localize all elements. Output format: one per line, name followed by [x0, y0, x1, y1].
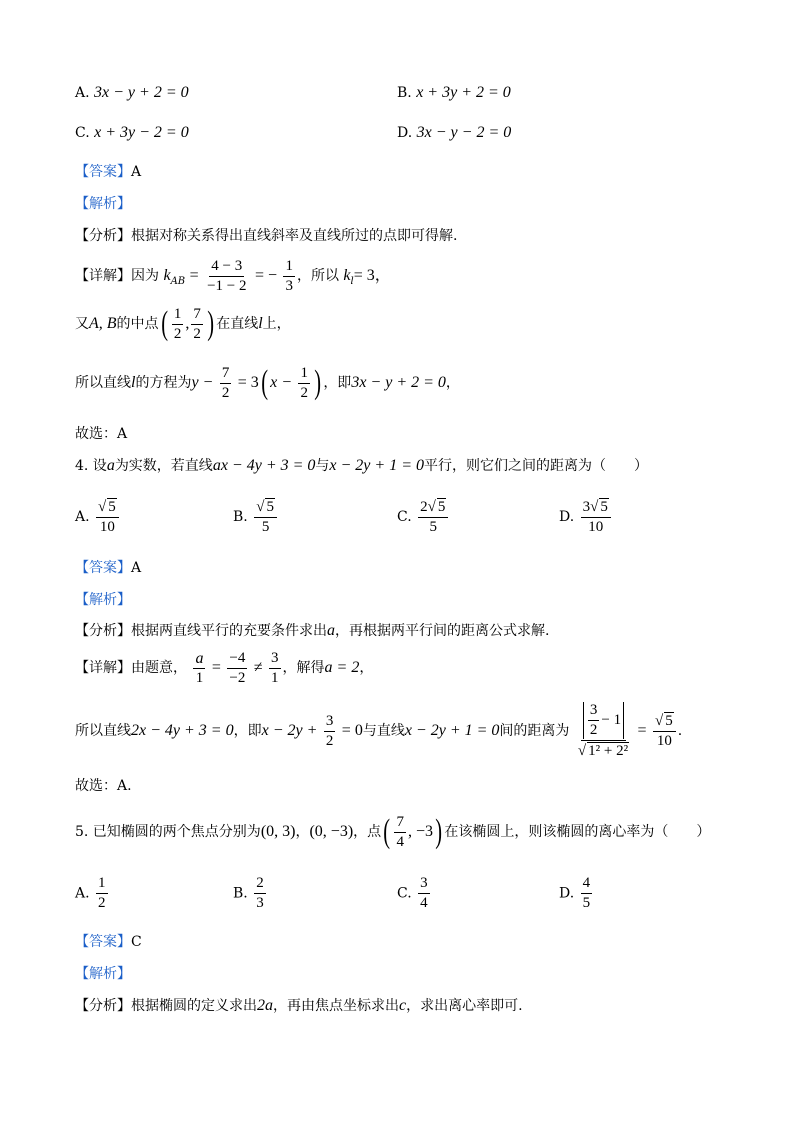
- fraction: [394, 814, 406, 851]
- numerator: 3: [588, 702, 600, 721]
- numerator: √ 5: [254, 498, 277, 518]
- fraction: [298, 365, 310, 402]
- fraction: [254, 498, 277, 536]
- expression: = 0: [341, 722, 363, 739]
- fraction: [96, 498, 119, 536]
- fraction: [220, 365, 232, 402]
- q3-option-a: [75, 84, 189, 102]
- q4-option-d: [559, 498, 613, 536]
- numerator: 1: [172, 306, 184, 325]
- fenxi-tag: 【分析】: [75, 623, 131, 639]
- expression: x −: [270, 374, 293, 391]
- coordinate: , −3: [407, 823, 434, 840]
- denominator: 4: [396, 833, 404, 850]
- expression-2a: 2a: [257, 997, 273, 1014]
- fraction: [418, 498, 448, 536]
- text: 与: [315, 458, 330, 474]
- expression: = 3: [237, 374, 259, 391]
- numerator: 4 − 3: [209, 258, 244, 277]
- denominator: −2: [229, 669, 246, 686]
- detail-tag: 【详解】: [75, 268, 131, 284]
- q5-option-d: [559, 875, 594, 912]
- right-paren: ): [207, 305, 214, 342]
- coefficient: 3: [582, 499, 591, 515]
- denominator: 2: [173, 325, 182, 342]
- fraction: [96, 875, 108, 912]
- q4-answer: [75, 558, 141, 578]
- q3-line2: [75, 302, 291, 346]
- denominator: 2: [589, 722, 598, 738]
- left-paren: (: [383, 813, 391, 850]
- q4-fenxi: [75, 621, 549, 641]
- text: − 1: [601, 711, 622, 728]
- denominator: −1 − 2: [207, 277, 247, 294]
- absolute-value: [583, 702, 624, 739]
- text: ，求出离心率即可.: [406, 998, 523, 1014]
- denominator: √ 1² + 2²: [577, 743, 629, 759]
- points-ab: A, B: [89, 315, 117, 332]
- text: 为实数，若直线: [114, 458, 213, 474]
- denominator: 2: [300, 384, 308, 401]
- text: 根据两直线平行的充要条件求出: [131, 623, 327, 639]
- fraction: [193, 650, 205, 687]
- option-letter: B.: [397, 85, 412, 101]
- q5-option-a: [75, 875, 110, 912]
- text: ，即: [233, 723, 262, 739]
- slope-symbol: k: [163, 267, 171, 284]
- text: .: [677, 723, 683, 739]
- right-paren: ): [314, 364, 322, 401]
- text: 根据椭圆的定义求出: [131, 998, 257, 1014]
- fraction: [581, 875, 593, 912]
- numerator: 7: [220, 365, 232, 384]
- option-letter: D.: [559, 509, 575, 525]
- numerator: 1: [298, 365, 310, 384]
- q3-choice: 故选：A: [75, 426, 128, 442]
- option-letter: B.: [233, 509, 248, 525]
- fraction: [254, 875, 266, 912]
- q4-option-b: [233, 498, 279, 536]
- fraction: [581, 498, 611, 536]
- fraction: [588, 702, 600, 739]
- detail-tag: 【详解】: [75, 660, 131, 676]
- q4-option-a: [75, 498, 121, 536]
- option-expression: x + 3y + 2 = 0: [416, 84, 511, 101]
- right-paren: ): [435, 813, 443, 850]
- text: 5. 已知椭圆的两个焦点分别为: [75, 824, 261, 840]
- denominator: 1: [271, 669, 279, 686]
- fraction: [324, 713, 336, 750]
- point: (0, 3): [260, 823, 296, 840]
- numerator: 3: [324, 713, 336, 732]
- equals: =: [189, 267, 199, 284]
- denominator: 2: [98, 895, 106, 911]
- text: 的中点: [116, 316, 159, 332]
- line-l: l: [131, 374, 136, 391]
- q5-answer: [75, 932, 142, 952]
- q5-option-c: [397, 875, 432, 912]
- q4-option-c: [397, 498, 450, 536]
- line-l: l: [258, 315, 263, 332]
- answer-tag: 【答案】: [75, 560, 131, 576]
- fenxi-tag: 【分析】: [75, 228, 131, 244]
- text: ，再根据两平行间的距离公式求解.: [335, 623, 550, 639]
- fraction: [191, 306, 203, 343]
- text: 所以直线: [75, 375, 131, 391]
- q4-detail: [75, 646, 373, 690]
- q5-option-b: [233, 875, 268, 912]
- line-equation: ax − 4y + 3 = 0: [212, 457, 316, 474]
- fraction: [283, 258, 295, 295]
- result: a = 2: [324, 659, 360, 676]
- q5-fenxi: [75, 996, 523, 1016]
- left-paren: (: [160, 305, 168, 342]
- slope-l-symbol: k: [343, 267, 351, 284]
- text: 在该椭圆上，则该椭圆的离心率为（ ）: [444, 824, 711, 840]
- numerator: [581, 702, 626, 741]
- option-expression: 3x − y + 2 = 0: [94, 84, 189, 101]
- fenxi-tag: 【分析】: [75, 998, 131, 1014]
- text: 的方程为: [135, 375, 192, 391]
- denominator: 10: [99, 519, 115, 535]
- denominator: 5: [429, 519, 437, 535]
- option-expression: 3x − y − 2 = 0: [416, 124, 512, 141]
- slope-l-subscript: l: [350, 276, 354, 287]
- option-letter: A.: [75, 885, 90, 902]
- denominator: 4: [420, 895, 428, 911]
- answer-tag: 【答案】: [75, 934, 131, 950]
- q4-analysis-tag: 【解析】: [75, 592, 131, 608]
- denominator: 2: [193, 325, 201, 342]
- text: 上，: [262, 316, 291, 332]
- text: ，点: [353, 824, 382, 840]
- radicand: 5: [108, 499, 116, 515]
- q5-stem: [75, 810, 710, 854]
- denominator: 1: [195, 669, 204, 686]
- variable-a: a: [327, 622, 335, 639]
- q4-line2: [75, 700, 682, 762]
- point: (0, −3): [309, 823, 354, 840]
- denominator: 5: [261, 519, 270, 535]
- text: ，: [295, 824, 310, 840]
- option-letter: A.: [75, 509, 90, 525]
- text: 平行，则它们之间的距离为（ ）: [424, 458, 648, 474]
- answer-value: A: [131, 560, 142, 576]
- text: 4. 设: [75, 458, 107, 474]
- comma: ,: [185, 315, 190, 332]
- option-letter: C.: [397, 885, 412, 902]
- text: 与直线: [362, 723, 405, 739]
- option-letter: B.: [233, 885, 248, 902]
- equals: =: [637, 722, 647, 739]
- text: ，: [359, 660, 374, 676]
- fraction: [205, 258, 248, 295]
- q3-option-b: [397, 84, 511, 102]
- q3-answer: [75, 162, 141, 182]
- denominator: 5: [582, 895, 591, 911]
- text: ，解得: [282, 660, 325, 676]
- text: 由题意，: [131, 660, 187, 676]
- numerator: √ 5: [653, 712, 676, 732]
- text: ，: [445, 375, 460, 391]
- option-letter: D.: [397, 125, 413, 141]
- text: 间的距离为: [499, 723, 570, 739]
- line-equation: x − 2y + 1 = 0: [329, 457, 424, 474]
- q3-fenxi: [75, 226, 457, 246]
- numerator: 7: [394, 814, 406, 833]
- numerator: 1: [283, 258, 295, 277]
- fraction: [653, 712, 676, 750]
- text: ，即: [323, 375, 352, 391]
- coefficient: 2: [420, 499, 428, 515]
- q3-line3: [75, 361, 460, 405]
- numerator: 2√ 5: [418, 498, 448, 518]
- q4-stem: [75, 456, 648, 476]
- q5-analysis-tag: 【解析】: [75, 966, 131, 982]
- q3-option-c: [75, 124, 189, 142]
- fenxi-text: 根据对称关系得出直线斜率及直线所过的点即可得解.: [131, 228, 458, 244]
- numerator: 1: [96, 875, 108, 894]
- numerator: −4: [227, 650, 247, 669]
- numerator: 2: [254, 875, 266, 894]
- option-letter: C.: [75, 125, 90, 141]
- numerator: a: [195, 649, 204, 667]
- fraction: [172, 306, 184, 343]
- answer-value: C: [131, 934, 142, 950]
- detail-pre: 因为: [131, 268, 159, 284]
- q3-detail: [75, 256, 391, 302]
- radicand: 5: [437, 499, 446, 515]
- q3-analysis-tag: 【解析】: [75, 196, 131, 212]
- denominator: 2: [325, 732, 334, 749]
- answer-tag: 【答案】: [75, 164, 131, 180]
- equals-minus: = −: [254, 267, 277, 284]
- text: ，再由焦点坐标求出: [273, 998, 399, 1014]
- denominator: 10: [588, 519, 604, 535]
- option-expression: x + 3y − 2 = 0: [94, 124, 189, 141]
- radicand: 5: [600, 499, 608, 515]
- denominator: 10: [656, 733, 672, 749]
- fraction: [418, 875, 430, 912]
- text: 所以直线: [75, 723, 131, 739]
- variable-a: a: [106, 457, 115, 474]
- line-equation: x − 2y + 1 = 0: [404, 722, 500, 739]
- left-paren: (: [261, 364, 268, 401]
- denominator: 3: [285, 277, 293, 294]
- not-equals: ≠: [253, 659, 263, 676]
- radicand: 1² + 2²: [588, 743, 629, 759]
- denominator: 3: [256, 895, 264, 911]
- expression: y −: [191, 374, 214, 391]
- text: 在直线: [216, 316, 259, 332]
- option-letter: A.: [75, 85, 90, 101]
- text: 又: [75, 316, 89, 332]
- numerator: √ 5: [96, 498, 119, 518]
- denominator: 2: [221, 384, 230, 401]
- fraction: [227, 650, 247, 687]
- variable-c: c: [399, 997, 407, 1014]
- option-letter: C.: [397, 509, 412, 525]
- radicand: 5: [665, 713, 673, 729]
- numerator: 7: [191, 306, 203, 325]
- option-letter: D.: [559, 885, 575, 902]
- line-equation: 2x − 4y + 3 = 0: [131, 722, 234, 739]
- result-equation: 3x − y + 2 = 0: [351, 374, 446, 391]
- q4-choice: 故选：A.: [75, 778, 132, 794]
- numerator: 4: [581, 875, 593, 894]
- numerator: 3: [269, 650, 281, 669]
- numerator: 3√ 5: [581, 498, 611, 518]
- answer-value: A: [131, 164, 142, 180]
- q3-option-d: [397, 124, 511, 142]
- equals: =: [211, 659, 221, 676]
- radicand: 5: [266, 499, 274, 515]
- fraction: [269, 650, 281, 687]
- slope-subscript: AB: [170, 276, 186, 287]
- detail-mid: ，所以: [296, 268, 339, 284]
- distance-fraction: [576, 702, 631, 760]
- expression: x − 2y +: [261, 722, 318, 739]
- numerator: 3: [418, 875, 430, 894]
- slope-l-value: = 3，: [353, 267, 391, 284]
